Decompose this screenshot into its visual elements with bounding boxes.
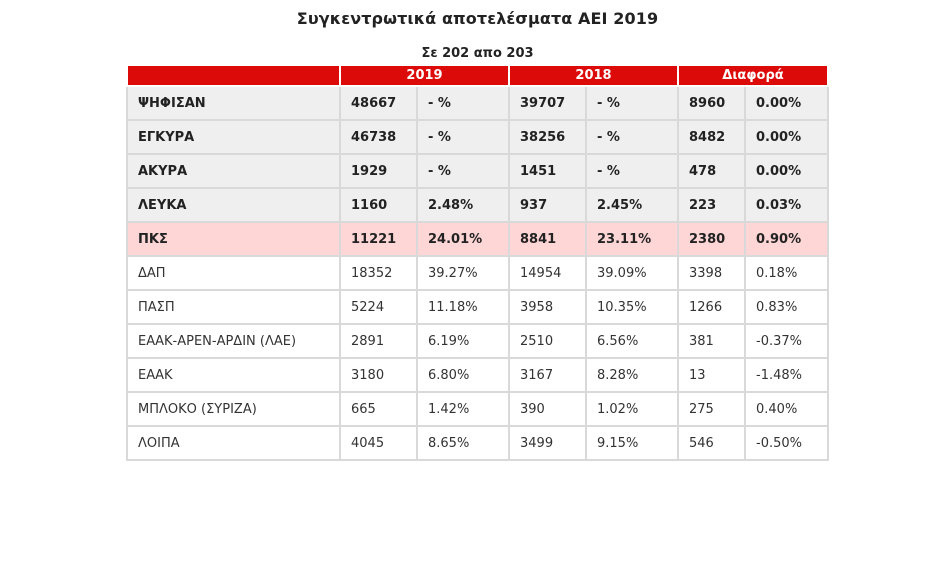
votes-2018: 14954 xyxy=(509,256,586,290)
percent-2018: 9.15% xyxy=(586,426,678,460)
percent-2019: 24.01% xyxy=(417,222,509,256)
votes-2018: 937 xyxy=(509,188,586,222)
diff-votes: 8960 xyxy=(678,86,745,120)
votes-2019: 4045 xyxy=(340,426,417,460)
votes-2018: 38256 xyxy=(509,120,586,154)
percent-2019: - % xyxy=(417,86,509,120)
results-table xyxy=(126,64,829,461)
row-label: ΕΓΚΥΡΑ xyxy=(127,120,340,154)
table-row xyxy=(127,86,828,120)
percent-2018: 23.11% xyxy=(586,222,678,256)
percent-2018: - % xyxy=(586,154,678,188)
table-header-row xyxy=(127,65,828,86)
diff-percent: 0.00% xyxy=(745,120,828,154)
percent-2018: - % xyxy=(586,120,678,154)
diff-percent: -0.37% xyxy=(745,324,828,358)
votes-2018: 39707 xyxy=(509,86,586,120)
votes-2018: 2510 xyxy=(509,324,586,358)
votes-2019: 665 xyxy=(340,392,417,426)
row-label: ΔΑΠ xyxy=(127,256,340,290)
header-blank-cell xyxy=(127,65,340,86)
row-label: ΛΟΙΠΑ xyxy=(127,426,340,460)
percent-2019: 6.19% xyxy=(417,324,509,358)
percent-2018: 39.09% xyxy=(586,256,678,290)
percent-2018: 8.28% xyxy=(586,358,678,392)
diff-percent: -1.48% xyxy=(745,358,828,392)
percent-2019: 1.42% xyxy=(417,392,509,426)
table-row xyxy=(127,324,828,358)
percent-2018: - % xyxy=(586,86,678,120)
percent-2019: - % xyxy=(417,154,509,188)
table-row xyxy=(127,392,828,426)
table-row xyxy=(127,256,828,290)
diff-votes: 13 xyxy=(678,358,745,392)
table-row xyxy=(127,154,828,188)
diff-percent: 0.00% xyxy=(745,86,828,120)
page-subtitle: Σε 202 απο 203 xyxy=(421,46,534,61)
diff-percent: -0.50% xyxy=(745,426,828,460)
diff-votes: 478 xyxy=(678,154,745,188)
votes-2018: 8841 xyxy=(509,222,586,256)
header-2019: 2019 xyxy=(340,65,509,86)
percent-2018: 6.56% xyxy=(586,324,678,358)
diff-percent: 0.40% xyxy=(745,392,828,426)
page-title: Συγκεντρωτικά αποτελέσματα ΑΕΙ 2019 xyxy=(296,9,659,28)
table-row xyxy=(127,222,828,256)
row-label: ΛΕΥΚΑ xyxy=(127,188,340,222)
percent-2018: 10.35% xyxy=(586,290,678,324)
table-row xyxy=(127,358,828,392)
diff-votes: 381 xyxy=(678,324,745,358)
votes-2018: 3167 xyxy=(509,358,586,392)
votes-2019: 3180 xyxy=(340,358,417,392)
percent-2019: 8.65% xyxy=(417,426,509,460)
diff-votes: 275 xyxy=(678,392,745,426)
votes-2019: 48667 xyxy=(340,86,417,120)
row-label: ΑΚΥΡΑ xyxy=(127,154,340,188)
votes-2019: 1160 xyxy=(340,188,417,222)
percent-2018: 1.02% xyxy=(586,392,678,426)
diff-percent: 0.18% xyxy=(745,256,828,290)
diff-percent: 0.83% xyxy=(745,290,828,324)
votes-2019: 5224 xyxy=(340,290,417,324)
row-label: ΕΑΑΚ-ΑΡΕΝ-ΑΡΔΙΝ (ΛΑΕ) xyxy=(127,324,340,358)
diff-votes: 223 xyxy=(678,188,745,222)
header-difference: Διαφορά xyxy=(678,65,828,86)
diff-votes: 2380 xyxy=(678,222,745,256)
votes-2018: 1451 xyxy=(509,154,586,188)
table-row xyxy=(127,120,828,154)
percent-2019: 39.27% xyxy=(417,256,509,290)
row-label: ΜΠΛΟΚΟ (ΣΥΡΙΖΑ) xyxy=(127,392,340,426)
diff-percent: 0.00% xyxy=(745,154,828,188)
diff-votes: 546 xyxy=(678,426,745,460)
votes-2018: 3958 xyxy=(509,290,586,324)
votes-2018: 3499 xyxy=(509,426,586,460)
diff-percent: 0.90% xyxy=(745,222,828,256)
table-row xyxy=(127,290,828,324)
row-label: ΕΑΑΚ xyxy=(127,358,340,392)
diff-percent: 0.03% xyxy=(745,188,828,222)
header-2018: 2018 xyxy=(509,65,678,86)
votes-2018: 390 xyxy=(509,392,586,426)
percent-2019: 2.48% xyxy=(417,188,509,222)
votes-2019: 46738 xyxy=(340,120,417,154)
percent-2019: 6.80% xyxy=(417,358,509,392)
votes-2019: 11221 xyxy=(340,222,417,256)
diff-votes: 8482 xyxy=(678,120,745,154)
votes-2019: 18352 xyxy=(340,256,417,290)
table-row xyxy=(127,188,828,222)
votes-2019: 2891 xyxy=(340,324,417,358)
diff-votes: 3398 xyxy=(678,256,745,290)
row-label: ΠΚΣ xyxy=(127,222,340,256)
row-label: ΨΗΦΙΣΑΝ xyxy=(127,86,340,120)
table-row xyxy=(127,426,828,460)
row-label: ΠΑΣΠ xyxy=(127,290,340,324)
votes-2019: 1929 xyxy=(340,154,417,188)
percent-2018: 2.45% xyxy=(586,188,678,222)
diff-votes: 1266 xyxy=(678,290,745,324)
percent-2019: 11.18% xyxy=(417,290,509,324)
percent-2019: - % xyxy=(417,120,509,154)
